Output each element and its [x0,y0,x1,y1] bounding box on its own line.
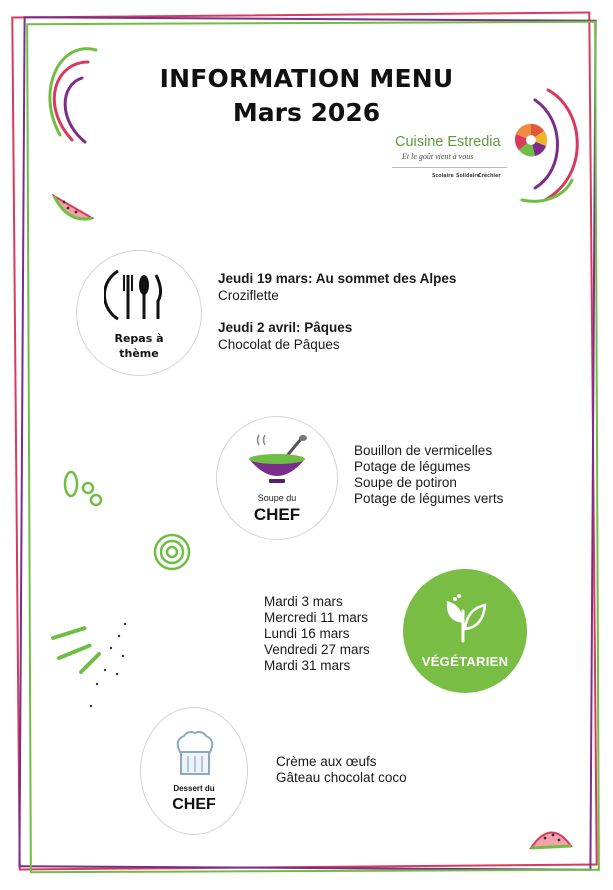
soup-item: Bouillon de vermicelles [354,443,493,458]
vegetarian-date: Lundi 16 mars [264,626,350,641]
decor-green-spiral [152,532,192,572]
brand-logo [392,120,552,190]
dessert-badge-small: Dessert du [173,784,215,793]
brand-tagline: Et le goût vient à vous [402,152,474,161]
theme-entry-date: Jeudi 2 avril: Pâques [218,320,353,335]
vegetarian-date: Mercredi 11 mars [264,610,369,625]
vegetarian-badge-label: VÉGÉTARIEN [421,654,509,669]
theme-badge-label [77,331,201,361]
theme-badge-line2: thème [119,347,159,360]
dessert-item: Crème aux œufs [276,754,377,769]
theme-meal-badge [76,250,202,376]
dessert-chef-badge [140,707,248,835]
cutlery-icon [104,261,174,331]
watermelon-icon [527,822,575,852]
page-subtitle: Mars 2026 [232,98,381,127]
soup-item: Potage de légumes verts [354,491,504,506]
leaf-icon [441,593,491,643]
theme-entry-dish: Croziflette [218,288,279,303]
decor-green-dashes [45,610,135,710]
soup-item: Soupe de potiron [354,475,457,490]
page-title: INFORMATION MENU [159,64,454,93]
vegetarian-date: Vendredi 27 mars [264,642,370,657]
soup-badge-small: Soupe du [257,493,297,503]
theme-entry-dish: Chocolat de Pâques [218,337,340,352]
brand-sub-logo: Scolaire [432,174,454,179]
theme-entry-date: Jeudi 19 mars: Au sommet des Alpes [218,271,457,286]
watermelon-icon [50,190,95,225]
decor-green-circles [60,466,120,526]
theme-badge-line1: Repas à [114,332,164,345]
vegetarian-date: Mardi 31 mars [264,658,351,673]
vegetarian-date: Mardi 3 mars [264,594,343,609]
soup-item: Potage de légumes [354,459,471,474]
dessert-item: Gâteau chocolat coco [276,770,407,785]
brand-sub-logo: Crêchier [478,174,501,179]
soup-badge-big: CHEF [253,505,301,524]
soup-bowl-icon [245,433,309,489]
fruit-wheel-icon [513,122,549,158]
vegetarian-badge [403,569,527,693]
brand-sub-logo: Solidaire [456,174,480,179]
soup-chef-badge [216,416,338,540]
brand-divider [392,167,507,168]
brand-name: Cuisine Estredia [395,134,501,150]
dessert-badge-big: CHEF [172,796,216,813]
chef-hat-icon [172,730,218,780]
